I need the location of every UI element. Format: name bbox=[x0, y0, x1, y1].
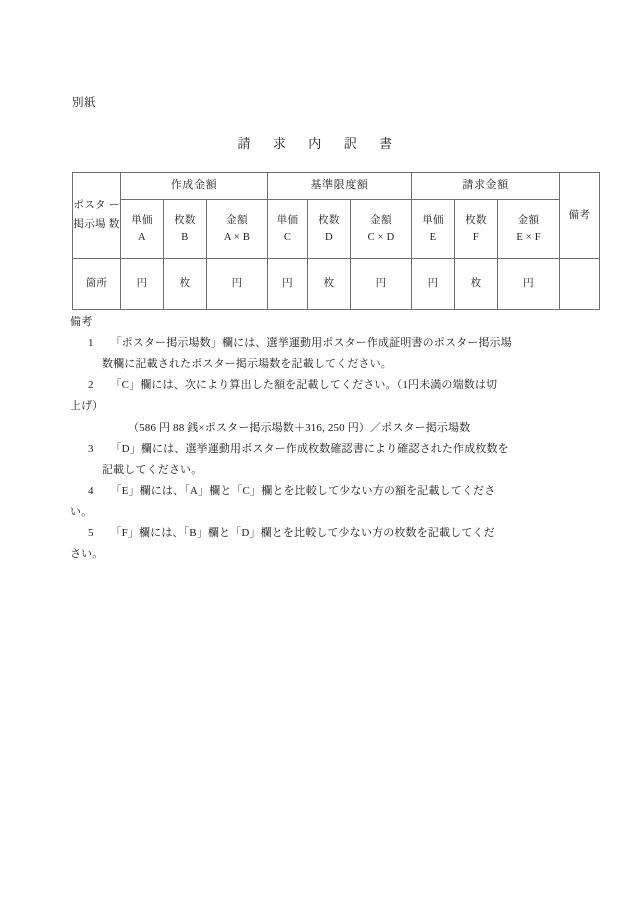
subheader-code: B bbox=[181, 232, 189, 243]
cell-remarks[interactable] bbox=[560, 259, 600, 310]
billing-breakdown-table bbox=[72, 172, 600, 310]
table-header-row-sub bbox=[73, 200, 600, 259]
note-line: 2 「C」欄には、次により算出した額を記載してください。（1円未満の端数は切 bbox=[88, 379, 498, 392]
cell-unit-price-e[interactable]: 円 bbox=[412, 259, 455, 310]
note-line: い。 bbox=[70, 505, 93, 518]
note-line: 上げ） bbox=[70, 400, 104, 413]
subheader-quantity-b bbox=[164, 200, 207, 259]
group-header-standard-limit-amount: 基準限度額 bbox=[268, 173, 412, 200]
table-row bbox=[73, 259, 600, 310]
subheader-unit-price-a bbox=[121, 200, 164, 259]
cell-amount-exf[interactable]: 円 bbox=[498, 259, 560, 310]
subheader-code: E bbox=[429, 232, 437, 243]
note-item-1 bbox=[70, 333, 562, 375]
note-item-3 bbox=[70, 439, 562, 481]
cell-unit-price-c[interactable]: 円 bbox=[268, 259, 308, 310]
note-line: 1 「ポスター掲示場数」欄には、選挙運動用ポスター作成証明書のポスター掲示場 bbox=[88, 337, 512, 350]
subheader-code: A bbox=[138, 232, 146, 243]
subheader-name: 枚数 bbox=[318, 214, 340, 226]
cell-quantity-d[interactable]: 枚 bbox=[308, 259, 351, 310]
subheader-name: 単価 bbox=[422, 214, 444, 226]
notes-heading: 備考 bbox=[70, 316, 93, 328]
title-char: 書 bbox=[379, 136, 393, 151]
cell-quantity-b[interactable]: 枚 bbox=[164, 259, 207, 310]
attachment-label: 別紙 bbox=[72, 97, 96, 109]
note-line: 4 「E」欄には、「A」欄と「C」欄とを比較して少ない方の額を記載してくださ bbox=[88, 484, 496, 497]
table-header-row-group bbox=[73, 173, 600, 200]
cell-unit-price-a[interactable]: 円 bbox=[121, 259, 164, 310]
cell-amount-axb[interactable]: 円 bbox=[207, 259, 268, 310]
subheader-code: C bbox=[283, 232, 292, 243]
note-item-4 bbox=[70, 481, 562, 523]
note-line: 3 「D」欄には、選挙運動用ポスター作成枚数確認書により確認された作成枚数を bbox=[88, 442, 509, 455]
subheader-code: F bbox=[472, 232, 480, 243]
subheader-code: E × F bbox=[516, 232, 541, 243]
title-char: 内 bbox=[308, 136, 322, 151]
title-char: 求 bbox=[272, 136, 287, 151]
group-header-production-amount: 作成金額 bbox=[121, 173, 268, 200]
notes-section bbox=[70, 312, 562, 565]
note-formula: （586 円 88 銭×ポスター掲示場数＋316, 250 円）／ポスター掲示場数 bbox=[128, 421, 471, 434]
first-col-line: 掲示場 bbox=[73, 218, 106, 230]
subheader-name: 枚数 bbox=[465, 214, 487, 226]
note-item-2 bbox=[70, 375, 562, 438]
subheader-quantity-d bbox=[308, 200, 351, 259]
subheader-quantity-f bbox=[455, 200, 498, 259]
header-poster-site-count bbox=[73, 173, 121, 259]
cell-amount-cxd[interactable]: 円 bbox=[351, 259, 412, 310]
subheader-name: 単価 bbox=[276, 214, 299, 226]
note-line: 5 「F」欄には、「B」欄と「D」欄とを比較して少ない方の枚数を記載してくだ bbox=[88, 527, 495, 540]
subheader-code: A × B bbox=[223, 232, 251, 243]
subheader-code: C × D bbox=[367, 232, 395, 243]
subheader-amount-axb bbox=[207, 200, 268, 259]
note-line: 記載してください。 bbox=[102, 463, 203, 476]
first-col-line: ー bbox=[108, 200, 120, 212]
title-char: 訳 bbox=[343, 136, 358, 151]
subheader-code: D bbox=[325, 232, 333, 243]
subheader-amount-cxd bbox=[351, 200, 412, 259]
note-line: 数欄に記載されたポスター掲示場数を記載してください。 bbox=[102, 358, 392, 371]
cell-quantity-f[interactable]: 枚 bbox=[455, 259, 498, 310]
subheader-name: 単価 bbox=[131, 214, 153, 226]
subheader-name: 金額 bbox=[370, 214, 392, 226]
group-header-claim-amount: 請求金額 bbox=[412, 173, 560, 200]
header-remarks: 備考 bbox=[560, 173, 600, 259]
first-col-line: 数 bbox=[108, 218, 120, 230]
subheader-unit-price-c bbox=[268, 200, 308, 259]
note-line: さい。 bbox=[70, 548, 104, 561]
subheader-unit-price-e bbox=[412, 200, 455, 259]
subheader-name: 枚数 bbox=[174, 214, 196, 226]
page-title bbox=[0, 133, 630, 152]
first-col-line: ポスタ bbox=[73, 200, 106, 212]
note-item-5 bbox=[70, 523, 562, 565]
title-char: 請 bbox=[237, 136, 251, 151]
subheader-name: 金額 bbox=[517, 214, 540, 226]
subheader-amount-exf bbox=[498, 200, 560, 259]
cell-poster-site-count-unit[interactable]: 箇所 bbox=[73, 259, 121, 310]
billing-table-wrapper bbox=[72, 172, 591, 310]
subheader-name: 金額 bbox=[226, 214, 248, 226]
